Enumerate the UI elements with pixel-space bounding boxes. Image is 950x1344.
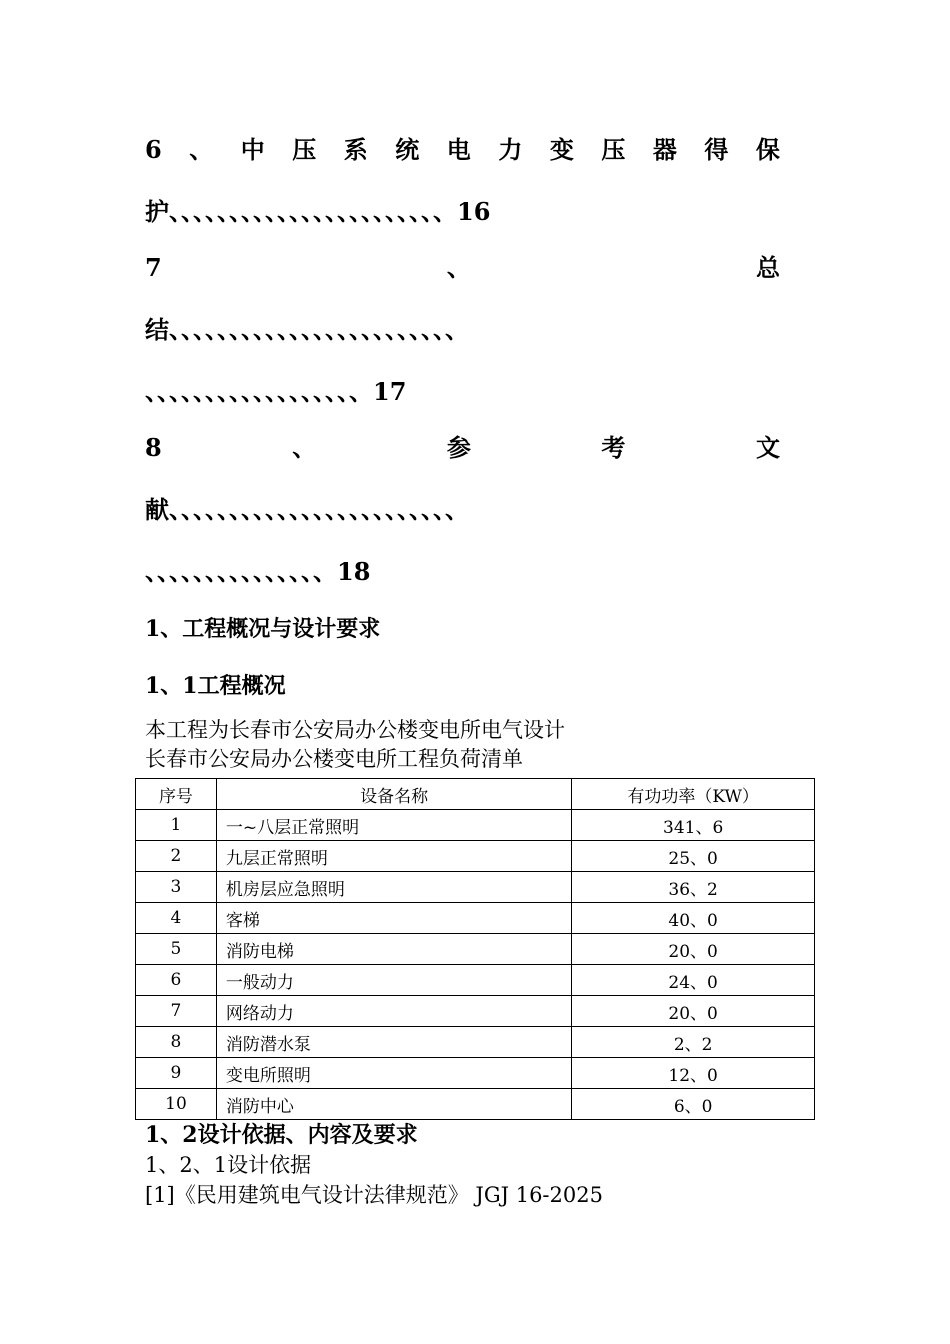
cell-device-name: 消防中心: [216, 1089, 571, 1120]
table-row: [136, 1089, 815, 1120]
cell-index: 10: [136, 1089, 217, 1120]
section-1-1-heading: 1、1工程概况: [145, 673, 286, 699]
cell-index: 6: [136, 965, 217, 996]
header-index: 序号: [136, 779, 217, 810]
cell-index: 3: [136, 872, 217, 903]
toc-item-6-line2[interactable]: 护、、、、、、、、、、、、、、、、、、、、、、、16: [145, 197, 491, 226]
table-caption: 长春市公安局办公楼变电所工程负荷清单: [145, 747, 523, 771]
toc-token: 参: [446, 433, 471, 462]
cell-device-name: 机房层应急照明: [216, 872, 571, 903]
toc-token: 6: [145, 135, 162, 164]
cell-device-name: 客梯: [216, 903, 571, 934]
toc-token: 文: [755, 433, 780, 462]
cell-device-name: 一般动力: [216, 965, 571, 996]
cell-device-name: 九层正常照明: [216, 841, 571, 872]
toc-token: 、: [189, 135, 214, 164]
table-row: [136, 841, 815, 872]
table-row: [136, 903, 815, 934]
toc-item-8-line3[interactable]: 、、、、、、、、、、、、、、、18: [145, 557, 371, 586]
section-1-2-1-heading: 1、2、1设计依据: [145, 1153, 312, 1177]
toc-token: 压: [292, 135, 317, 164]
cell-device-name: 消防电梯: [216, 934, 571, 965]
cell-index: 7: [136, 996, 217, 1027]
toc-token: 电: [446, 135, 471, 164]
toc-token: 统: [395, 135, 420, 164]
toc-token: 总: [755, 253, 780, 282]
cell-device-name: 一~八层正常照明: [216, 810, 571, 841]
header-active-power: 有功功率（KW）: [572, 779, 815, 810]
toc-token: 器: [652, 135, 677, 164]
cell-index: 4: [136, 903, 217, 934]
cell-active-power: 20、0: [572, 934, 815, 965]
cell-active-power: 6、0: [572, 1089, 815, 1120]
cell-active-power: 25、0: [572, 841, 815, 872]
toc-token: 压: [601, 135, 626, 164]
toc-token: 7: [145, 253, 162, 282]
table-header-row: [136, 779, 815, 810]
section-1-2-heading: 1、2设计依据、内容及要求: [145, 1122, 418, 1148]
cell-index: 8: [136, 1027, 217, 1058]
table-row: [136, 1027, 815, 1058]
cell-index: 1: [136, 810, 217, 841]
toc-token: 、: [292, 433, 317, 462]
cell-device-name: 网络动力: [216, 996, 571, 1027]
header-device-name: 设备名称: [216, 779, 571, 810]
cell-device-name: 变电所照明: [216, 1058, 571, 1089]
cell-active-power: 341、6: [572, 810, 815, 841]
toc-token: 保: [755, 135, 780, 164]
toc-item-7-line3[interactable]: 、、、、、、、、、、、、、、、、、、17: [145, 377, 407, 406]
cell-device-name: 消防潜水泵: [216, 1027, 571, 1058]
load-table: [135, 778, 815, 1120]
toc-token: 得: [704, 135, 729, 164]
cell-active-power: 24、0: [572, 965, 815, 996]
intro-paragraph: 本工程为长春市公安局办公楼变电所电气设计: [145, 718, 565, 742]
toc-token: 考: [601, 433, 626, 462]
toc-item-7-line2[interactable]: 结、、、、、、、、、、、、、、、、、、、、、、、、: [145, 315, 469, 344]
cell-active-power: 12、0: [572, 1058, 815, 1089]
toc-item-8-line1: [145, 433, 780, 463]
toc-token: 中: [240, 135, 265, 164]
table-row: [136, 1058, 815, 1089]
toc-token: 变: [549, 135, 574, 164]
toc-token: 力: [498, 135, 523, 164]
table-row: [136, 965, 815, 996]
cell-active-power: 40、0: [572, 903, 815, 934]
section-1-heading: 1、工程概况与设计要求: [145, 616, 381, 642]
toc-item-6-line1: [145, 135, 780, 165]
table-row: [136, 996, 815, 1027]
cell-active-power: 20、0: [572, 996, 815, 1027]
reference-item: [1]《民用建筑电气设计法律规范》 JGJ 16-2025: [145, 1183, 603, 1207]
toc-token: 系: [343, 135, 368, 164]
table-row: [136, 810, 815, 841]
cell-index: 9: [136, 1058, 217, 1089]
cell-index: 2: [136, 841, 217, 872]
cell-active-power: 36、2: [572, 872, 815, 903]
toc-token: 、: [446, 253, 471, 282]
toc-token: 8: [145, 433, 162, 462]
cell-active-power: 2、2: [572, 1027, 815, 1058]
table-row: [136, 934, 815, 965]
cell-index: 5: [136, 934, 217, 965]
toc-item-7-line1: [145, 253, 780, 283]
toc-item-8-line2[interactable]: 献、、、、、、、、、、、、、、、、、、、、、、、、: [145, 495, 469, 524]
table-row: [136, 872, 815, 903]
